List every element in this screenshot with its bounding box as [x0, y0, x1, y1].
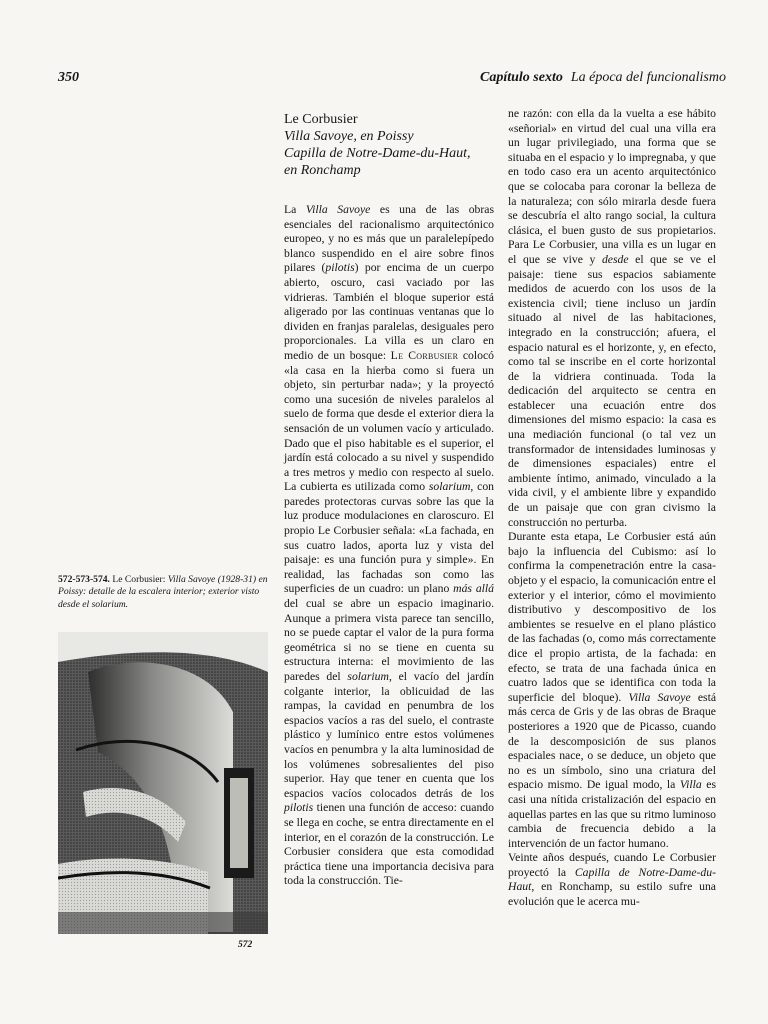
paragraph: ne razón: con ella da la vuelta a ese hábito «señorial» en virtud del cual una villa era un lugar privilegiado, una forma que se situaba en el espacio y lo impregnaba, y que en todo caso era un acento arquitectónico que se colocaba para coronar la belleza de la naturaleza; con sólo mirarla desde fuera se descubría el alto rango social, la cultura clásica, el buen gusto de sus propietarios. Para Le Corbusier, una villa es un lugar en el que se vive y desde el que se ve el paisaje: tiene sus espacios sabiamente medidos de acuerdo con los usos de la existencia civil; tiene incluso un jardín situado al nivel de las habitaciones, integrado en la construcción; afuera, el espacio natural es el horizonte, y, en efecto, como tal se inscribe en el corte horizontal de la vidriera continuada. Toda la dedicación del arquitecto se centra en establecer una ecuación entre dos dimensiones del mismo espacio: la casa es una mediación funcional (o tal vez un transformador de intensidades luminosas y de dimensiones espaciales) entre el ambiente íntimo, animado, vinculado a la vida civil, y el ambiente libre y expandido de un paisaje que con gran civismo la construcción no perturba.: [508, 107, 716, 529]
caption-numbers: 572-573-574.: [58, 574, 110, 585]
paragraph: Durante esta etapa, Le Corbusier está aún bajo la influencia del Cubismo: así lo confirma la compenetración entre la casa-objeto y el espacio, la comunicación entre el exterior y el interior, cómo el movimiento distributivo y descompositivo de los ambientes se resuelve en el plano plástico de las fachadas (o, como más correctamente dice el propio artista, de la fachada: en efecto, se trata de una fachada única en cuatro lados que se identifica con toda la superficie del bloque). Villa Savoye está más cerca de Gris y de las obras de Braque posteriores a 1920 que de Picasso, cuando de la descomposición de sus planos espaciales nace, o se deduce, un objeto que no es un símbolo, sino una criatura del espacio mismo. De igual modo, la Villa es casi una nítida cristalización del espacio en aquellas partes en las que su ritmo luminoso cambia de frecuencia debido a la intervención de un factor humano.: [508, 530, 717, 850]
text-column-left: [284, 203, 494, 889]
caption-author: Le Corbusier:: [112, 574, 166, 585]
figure-number: 572: [238, 940, 253, 950]
floor-shadow: [58, 912, 268, 934]
running-head: [480, 70, 726, 86]
article-work-1: Villa Savoye, en Poissy: [284, 129, 414, 144]
chapter-title: La época del funcionalismo: [570, 70, 726, 85]
figure-photo: [58, 632, 268, 934]
page-number: 350: [58, 70, 79, 85]
chapter-label: Capítulo sexto: [479, 70, 563, 85]
paragraph: La Villa Savoye es una de las obras esenciales del racionalismo arquitectónico europeo, y no es más que un paralelepípedo blanco suspendido en el aire sobre finos pilares (pilotis) por encima de un cuerpo abierto, oscuro, casi vaciado por las vidrieras. También el bloque superior está aligerado por las continuas ventanas que lo dividen en franjas paralelas, desiguales pero proporcionales. La villa es un claro en medio de un bosque: Le Corbusier colocó «la casa en la hierba como si fuera un objeto, sin perturbar nada»; y la proyectó como una sucesión de niveles paralelos al suelo de forma que desde el exterior diera la sensación de un volumen vacío y articulado. Dado que el piso habitable es el superior, el jardín está colocado a su nivel y suspendido a tres metros y medio con respecto al suelo. La cubierta es utilizada como solarium, con paredes protectoras curvas sobre las que la luz produce modulaciones en claroscuro. El propio Le Corbusier señala: «La fachada, en sus cuatro lados, aporta luz y vista del paisaje: es una función pura y simple». En realidad, las fachadas son como las superficies de un cuadro: un plano más allá del cual se abre un espacio imaginario. Aunque a primera vista parece tan sencillo, no se puede captar el valor de la pura forma geométrica si no se tiene en cuenta su estructura interna: el movimiento de las paredes del solarium, el vacío del jardín colgante interior, la oblicuidad de las rampas, la cavidad en penumbra de los espacios vacíos a ras del suelo, el contraste plástico y lumínico entre estos volúmenes vacíos en penumbra y la alta luminosidad de los volúmenes sobresalientes del piso superior. Hay que tener en cuenta que los espacios vacíos colocados detrás de los pilotis tienen una función de acceso: cuando se llega en coche, se entra directamente en el interior, en el corazón de la construcción. Le Corbusier considera que esta comodidad práctica tiene una importancia decisiva para toda la construcción. Tie-: [284, 203, 495, 888]
paragraph: Veinte años después, cuando Le Corbusier proyectó la Capilla de Notre-Dame-du-Haut, en Ronchamp, su estilo sufre una evolución que le acerca mu-: [508, 851, 716, 909]
text-column-right: [508, 107, 716, 910]
article-work-2: Capilla de Notre-Dame-du-Haut,: [284, 146, 471, 161]
article-author: Le Corbusier: [284, 112, 358, 127]
doorway-light: [230, 778, 248, 868]
spiral-staircase-photo: [58, 632, 268, 934]
article-heading: [284, 111, 504, 179]
figure-caption: [58, 574, 268, 611]
article-work-2-place: en Ronchamp: [284, 163, 361, 178]
caption-text: Villa Savoye (1928-31) en Poissy: detalle de la escalera interior; exterior visto desde el solarium.: [58, 574, 268, 610]
